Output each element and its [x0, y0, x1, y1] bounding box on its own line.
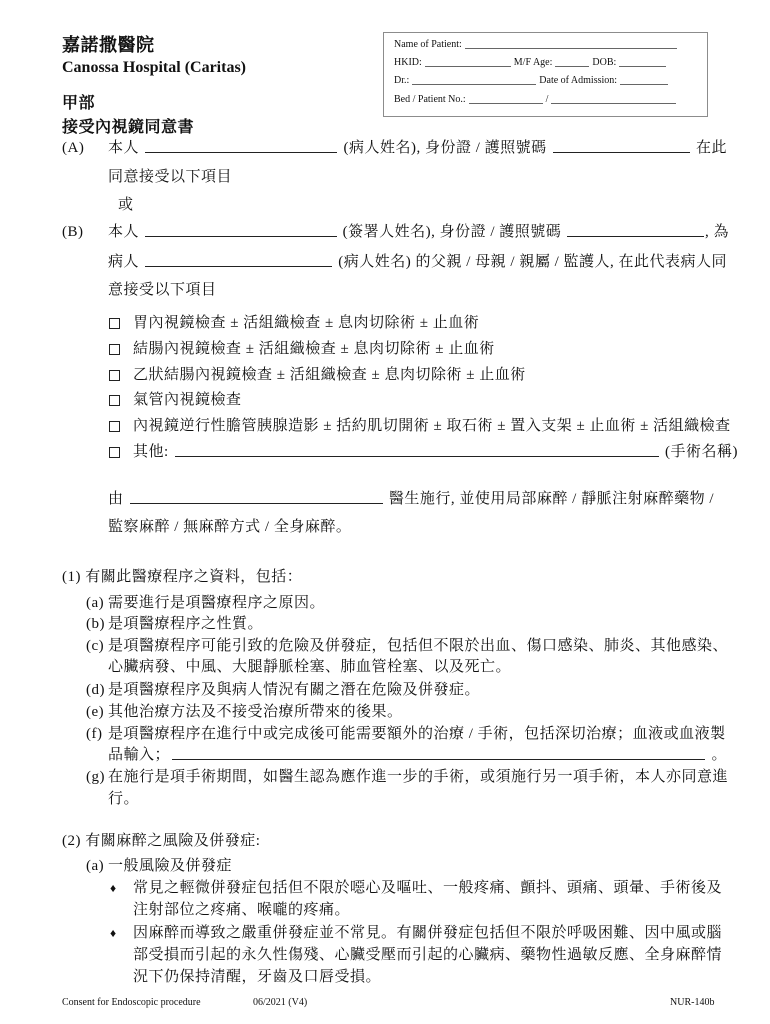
- item-text-continued: 品輸入；: [108, 747, 171, 763]
- procedure-name-hint: (手術名稱): [665, 444, 738, 460]
- diamond-bullet-icon: ♦: [110, 926, 117, 940]
- hkid-label: HKID:: [394, 57, 422, 68]
- procedure-label-ercp: 內視鏡逆行性膽管胰腺造影 ± 括約肌切開術 ± 取石術 ± 置入支架 ± 止血術 ± 活組織檢查: [133, 418, 731, 434]
- hkid-field[interactable]: [425, 57, 511, 67]
- section-b-agree-line: 意接受以下項目: [108, 282, 217, 298]
- bullet-text-continued: 況下仍保持清醒，牙齒及口唇受損。: [133, 969, 382, 985]
- dob-label: DOB:: [592, 57, 617, 68]
- procedure-label-bronchoscopy: 氣管內視鏡檢查: [133, 392, 242, 408]
- item-text: 需要進行是項醫療程序之原因。: [108, 595, 326, 611]
- sub-heading: 一般風險及併發症: [108, 858, 233, 874]
- procedure-label-sigmoidoscopy: 乙狀結腸內視鏡檢查 ± 活組織檢查 ± 息肉切除術 ± 止血術: [133, 367, 526, 383]
- procedure-checkbox-gastroscopy[interactable]: [109, 318, 120, 329]
- hospital-name-en: Canossa Hospital (Caritas): [62, 59, 247, 76]
- admission-date-label: Date of Admission:: [539, 75, 618, 86]
- doctor-row: [394, 75, 671, 87]
- item-marker: (f): [86, 726, 103, 742]
- item-text-continued: 心臟病發、中風、大腿靜脈栓塞、肺血管栓塞、以及死亡。: [108, 659, 512, 675]
- procedure-checkbox-other[interactable]: [109, 447, 120, 458]
- admission-date-field[interactable]: [620, 75, 668, 85]
- procedure-label-other: 其他:: [133, 444, 169, 460]
- item-text: 是項醫療程序在進行中或完成後可能需要額外的治療 / 手術，包括深切治療；血液或血液製: [108, 726, 726, 742]
- section-a-self: 本人: [108, 140, 140, 156]
- sex-age-label: M/F Age:: [513, 57, 553, 68]
- procedure-checkbox-ercp[interactable]: [109, 421, 120, 432]
- doctor-name-field[interactable]: [130, 490, 383, 504]
- item-marker: (a): [86, 595, 105, 611]
- section-b-statement: [108, 223, 729, 241]
- bed-separator: /: [545, 94, 549, 105]
- patient-name-label: Name of Patient:: [394, 39, 462, 50]
- section-a-agree-line: 同意接受以下項目: [108, 169, 233, 185]
- bed-no-field[interactable]: [469, 94, 543, 104]
- section-a-marker: (A): [62, 140, 85, 156]
- hospital-name-zh: 嘉諾撒醫院: [62, 35, 155, 55]
- section-a-id-number-field[interactable]: [553, 139, 690, 153]
- diamond-bullet-icon: ♦: [110, 881, 117, 895]
- bullet-text: 常見之輕微併發症包括但不限於噁心及嘔吐、一般疼痛、顫抖、頭痛、頭暈、手術後及: [133, 880, 723, 896]
- patient-no-field[interactable]: [551, 94, 676, 104]
- section-b-patient-name-field[interactable]: [145, 253, 332, 267]
- signer-name-field[interactable]: [145, 223, 337, 237]
- item-text-continued: 行。: [108, 791, 140, 807]
- section-a-name-id-text: (病人姓名), 身份證 / 護照號碼: [343, 140, 547, 156]
- bullet-text: 因麻醉而導致之嚴重併發症並不常見。有關併發症包括但不限於呼吸困難、因中風或腦: [133, 925, 723, 941]
- dob-field[interactable]: [619, 57, 666, 67]
- anaesthesia-options: 監察麻醉 / 無麻醉方式 / 全身麻醉。: [108, 519, 352, 535]
- item-marker: (b): [86, 616, 105, 632]
- procedure-checkbox-sigmoidoscopy[interactable]: [109, 370, 120, 381]
- doctor-label: Dr.:: [394, 75, 410, 86]
- footer-form-name: Consent for Endoscopic procedure: [62, 997, 201, 1008]
- form-title: 接受內視鏡同意書: [62, 119, 195, 136]
- other-procedure-field[interactable]: [175, 443, 659, 457]
- item-marker: (c): [86, 638, 105, 654]
- procedure-label-gastroscopy: 胃內視鏡檢查 ± 活組織檢查 ± 息肉切除術 ± 止血術: [133, 315, 480, 331]
- box-patient-name-field[interactable]: [465, 39, 677, 49]
- procedure-info-heading: (1) 有關此醫療程序之資料，包括：: [62, 569, 303, 585]
- signer-id-number-field[interactable]: [567, 223, 704, 237]
- bullet-text-continued: 注射部位之疼痛、喉嚨的疼痛。: [133, 902, 351, 918]
- section-b-as: , 為: [704, 224, 729, 240]
- item-text: 其他治療方法及不接受治療所帶來的後果。: [108, 704, 403, 720]
- item-text-end: 。: [711, 747, 727, 763]
- footer-version: 06/2021 (V4): [253, 997, 308, 1008]
- item-marker: (g): [86, 769, 105, 785]
- section-a-statement: [108, 139, 727, 157]
- item-text: 是項醫療程序可能引致的危險及併發症，包括但不限於出血、傷口感染、肺炎、其他感染、: [108, 638, 729, 654]
- section-b-name-id-text: (簽署人姓名), 身份證 / 護照號碼: [342, 224, 562, 240]
- or-label: 或: [118, 197, 134, 213]
- section-b-self: 本人: [108, 224, 140, 240]
- item-text: 是項醫療程序之性質。: [108, 616, 264, 632]
- hkid-row: [394, 57, 669, 69]
- item-marker: (d): [86, 682, 105, 698]
- patient-name-row: [394, 39, 680, 51]
- blood-products-field[interactable]: [172, 746, 705, 760]
- item-marker: (e): [86, 704, 105, 720]
- patient-label-box: [383, 32, 708, 117]
- bed-row: [394, 94, 679, 106]
- section-b-marker: (B): [62, 224, 84, 240]
- section-b-patient-prefix: 病人: [108, 254, 140, 270]
- bullet-text-continued: 部受損而引起的永久性傷殘、心臟受壓而引起的心臟病、藥物性過敏反應、全身麻醉情: [133, 947, 723, 963]
- procedure-checkbox-bronchoscopy[interactable]: [109, 395, 120, 406]
- performed-by-prefix: 由: [108, 491, 124, 507]
- item-text: 在施行是項手術期間，如醫生認為應作進一步的手術，或須施行另一項手術，本人亦同意進: [108, 769, 729, 785]
- footer-form-code: NUR-140b: [670, 997, 715, 1008]
- section-b-relation-text: (病人姓名) 的父親 / 母親 / 親屬 / 監護人, 在此代表病人同: [338, 254, 727, 270]
- anaesthesia-risks-heading: (2) 有關麻醉之風險及併發症:: [62, 833, 261, 849]
- section-a-hereby: 在此: [695, 140, 727, 156]
- bed-patient-no-label: Bed / Patient No.:: [394, 94, 466, 105]
- transfusion-line: [108, 746, 727, 764]
- part-label: 甲部: [62, 95, 96, 112]
- performed-by-text: 醫生施行, 並使用局部麻醉 / 靜脈注射麻醉藥物 /: [388, 491, 714, 507]
- item-text: 是項醫療程序及與病人情況有關之潛在危險及併發症。: [108, 682, 481, 698]
- procedure-checkbox-colonoscopy[interactable]: [109, 344, 120, 355]
- doctor-field[interactable]: [412, 75, 536, 85]
- sub-marker: (a): [86, 858, 105, 874]
- section-b-relation-line: [108, 253, 727, 271]
- sex-age-field[interactable]: [555, 57, 589, 67]
- performed-by-line: [108, 490, 714, 508]
- procedure-other-row: [133, 443, 738, 461]
- section-a-patient-name-field[interactable]: [145, 139, 337, 153]
- procedure-label-colonoscopy: 結腸內視鏡檢查 ± 活組織檢查 ± 息肉切除術 ± 止血術: [133, 341, 495, 357]
